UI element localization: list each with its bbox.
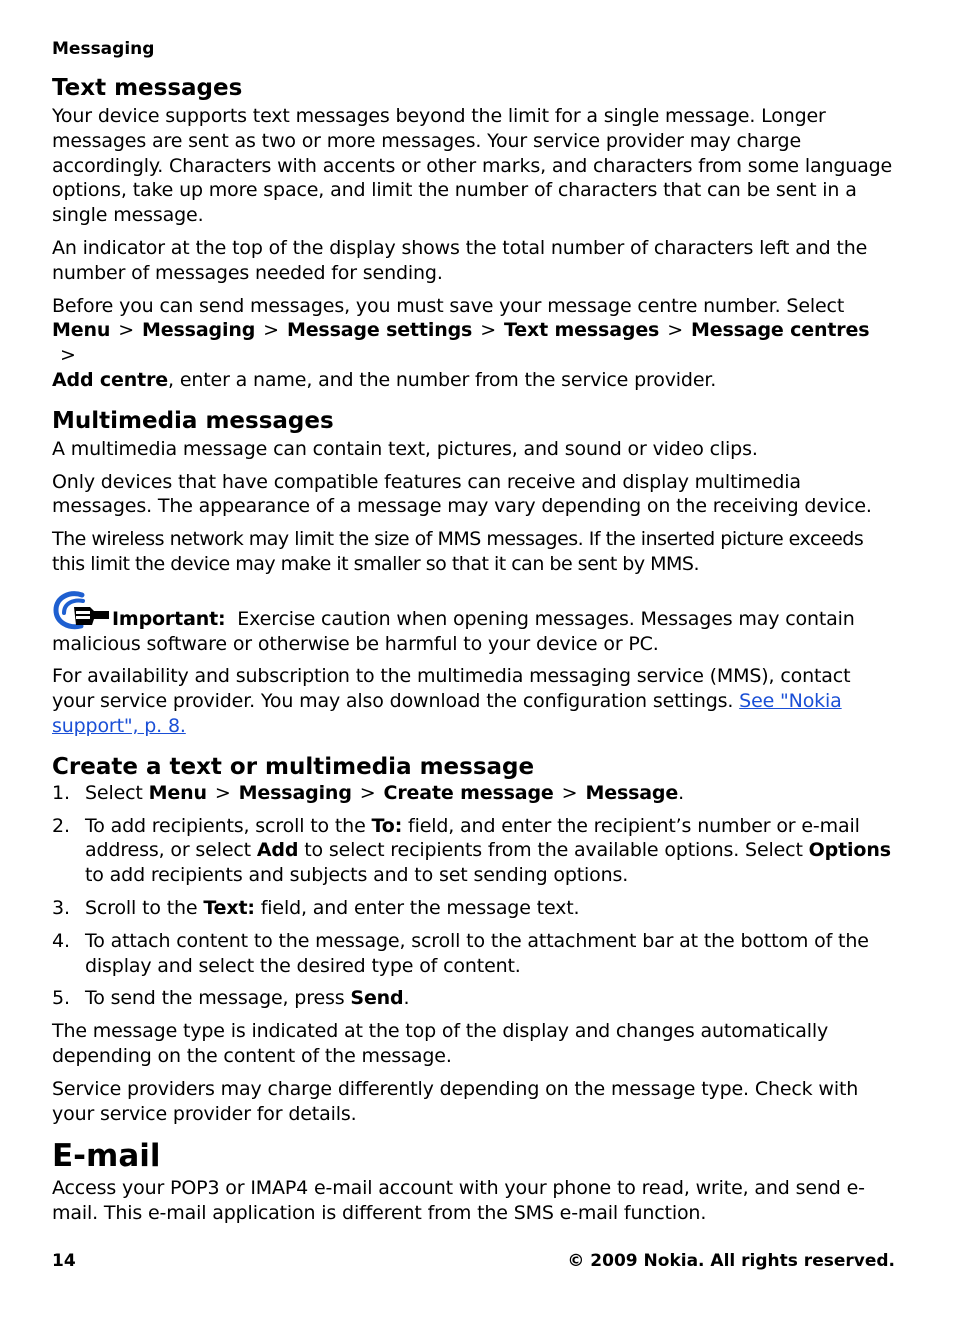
page-footer (52, 1249, 895, 1273)
manual-page (52, 38, 897, 1234)
step-text: Scroll to the (85, 896, 204, 919)
step-text: to select recipients from the available options. Select (298, 839, 809, 862)
step-text: To add recipients, scroll to the (85, 814, 372, 837)
heading-text-messages: Text messages (52, 75, 243, 101)
text-messages-paragraph-3 (52, 294, 897, 393)
menu-path-item: Messaging (238, 781, 352, 804)
step-text: to add recipients and subjects and to set sending options. (85, 864, 629, 887)
menu-path-item: Menu (148, 781, 207, 804)
path-separator: > (118, 319, 135, 342)
menu-path-item: Message centres (691, 319, 870, 342)
menu-path-item: Text messages (503, 319, 660, 342)
menu-path-item: Menu (52, 319, 111, 342)
heading-create-message: Create a text or multimedia message (52, 753, 535, 780)
step-text: Select (85, 781, 149, 804)
multimedia-paragraph-4 (52, 664, 897, 738)
nokia-support-link[interactable]: See "Nokia support", p. 8. (52, 690, 842, 737)
multimedia-paragraph-3: The wireless network may limit the size of MMS messages. If the inserted picture exceeds this limit the device may make it smaller so that it can be sent by MMS. (52, 528, 864, 575)
p3-tail-text: , enter a name, and the number from the service provider. (168, 368, 717, 391)
list-item (52, 781, 897, 806)
important-note (52, 589, 897, 657)
important-hand-icon (52, 589, 110, 631)
field-name: Text: (203, 896, 255, 919)
path-separator: > (60, 344, 76, 367)
text-messages-paragraph-2: An indicator at the top of the display shows the total number of characters left and the number of messages needed for sending. (52, 236, 868, 284)
mms-availability-text: For availability and subscription to the multimedia messaging service (MMS), contact your service provider. You may also download the configuration settings. (52, 665, 851, 713)
list-item (52, 986, 897, 1011)
menu-path-item: Message settings (286, 319, 473, 342)
step-text: To send the message, press (85, 987, 351, 1010)
p3-intro-text: Before you can send messages, you must save your message centre number. Select (52, 294, 845, 317)
heading-email: E-mail (52, 1138, 161, 1175)
important-label: Important: (112, 607, 226, 630)
path-separator: > (263, 319, 279, 342)
step-text: . (403, 987, 410, 1010)
multimedia-paragraph-2: Only devices that have compatible features can receive and display multimedia messages. The appearance of a message may vary depending on the receiving device. (52, 470, 872, 518)
menu-path-item: Message (585, 781, 679, 804)
path-separator: > (359, 781, 376, 804)
option-name: Add (256, 839, 299, 862)
step-number: 4. (52, 929, 70, 952)
step-text: . (678, 781, 685, 804)
text-messages-paragraph-1: Your device supports text messages beyond the limit for a single message. Longer messages are sent as two or more messages. Your service provider may charge accordingly. Characters with accents or other marks, and characters from some language options, take up more space, and limit the number of characters that can be sent in a single message. (52, 105, 893, 227)
running-header: Messaging (52, 39, 155, 59)
list-item (52, 814, 897, 888)
path-separator: > (667, 319, 683, 342)
path-separator: > (480, 319, 496, 342)
path-separator: > (214, 781, 231, 804)
important-text: Exercise caution when opening messages. Messages may contain malicious software or otherwise be harmful to your device or PC. (52, 607, 855, 655)
create-message-steps (52, 781, 897, 1011)
create-message-paragraph-1: The message type is indicated at the top of the display and changes automatically depending on the content of the message. (52, 1020, 829, 1067)
step-number: 2. (52, 814, 70, 837)
step-text: field, and enter the recipient’s number or e-mail address, or select (85, 814, 860, 862)
option-name: Send (350, 987, 404, 1010)
path-separator: > (561, 781, 578, 804)
step-text: field, and enter the message text. (254, 896, 580, 919)
page-number: 14 (52, 1251, 76, 1271)
email-paragraph-1: Access your POP3 or IMAP4 e-mail account with your phone to read, write, and send e-mail. This e-mail application is different from the SMS e-mail function. (52, 1177, 865, 1225)
create-message-paragraph-2: Service providers may charge differently depending on the message type. Check with your service provider for details. (52, 1077, 859, 1125)
menu-path-item: Create message (383, 781, 554, 804)
option-name: Options (808, 839, 891, 862)
copyright-notice: © 2009 Nokia. All rights reserved. (567, 1251, 895, 1271)
list-item (52, 896, 897, 921)
step-text: To attach content to the message, scroll to the attachment bar at the bottom of the display and select the desired type of content. (85, 929, 869, 977)
step-number: 1. (52, 781, 70, 804)
multimedia-paragraph-1: A multimedia message can contain text, pictures, and sound or video clips. (52, 437, 758, 460)
menu-path-item: Add centre (52, 368, 169, 391)
field-name: To: (371, 814, 403, 837)
step-number: 3. (52, 896, 70, 919)
step-number: 5. (52, 987, 70, 1010)
heading-multimedia-messages: Multimedia messages (52, 407, 334, 434)
menu-path-item: Messaging (142, 319, 256, 342)
list-item (52, 929, 897, 979)
